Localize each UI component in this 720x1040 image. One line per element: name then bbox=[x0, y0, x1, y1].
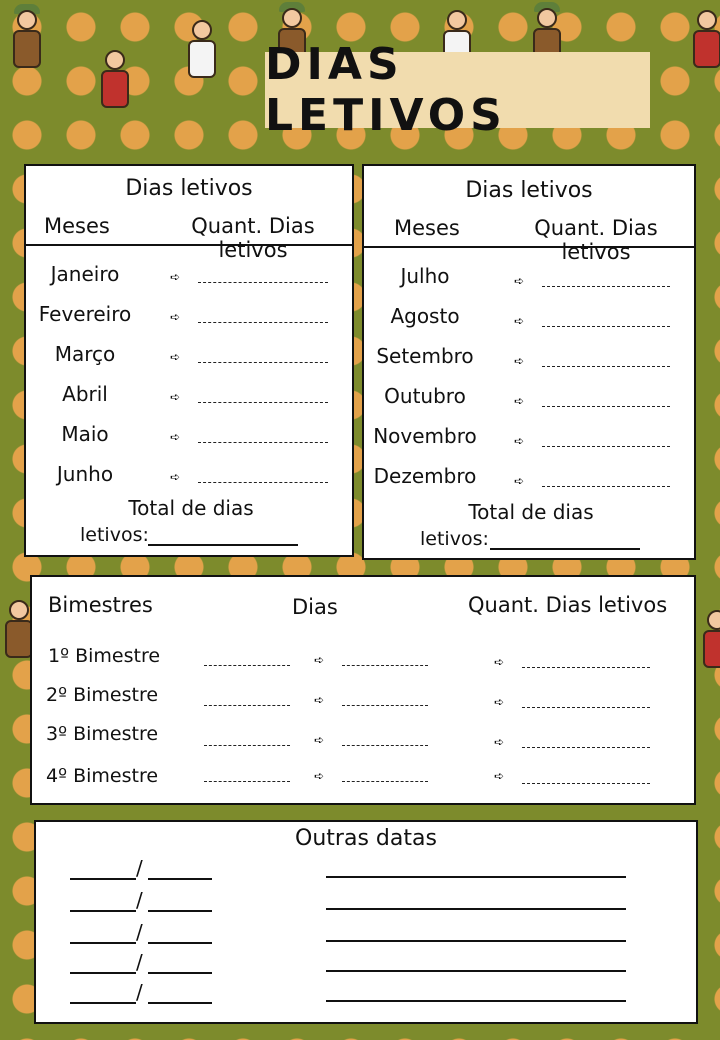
cartoon-character-decoration bbox=[185, 20, 219, 80]
arrow-icon: ➪ bbox=[494, 769, 505, 783]
blank-field[interactable] bbox=[198, 282, 328, 283]
blank-field[interactable] bbox=[542, 366, 670, 367]
blank-field[interactable] bbox=[198, 362, 328, 363]
date-slash: / bbox=[136, 980, 143, 1004]
blank-field[interactable] bbox=[198, 322, 328, 323]
count-field[interactable] bbox=[522, 747, 650, 748]
header-divider bbox=[26, 244, 352, 246]
date-field[interactable] bbox=[148, 878, 212, 880]
start-date-field[interactable] bbox=[204, 781, 290, 782]
date-field[interactable] bbox=[70, 878, 136, 880]
date-field[interactable] bbox=[70, 910, 136, 912]
days-column-header: Quant. Dias letivos bbox=[191, 214, 315, 262]
bimesters-panel bbox=[30, 575, 696, 805]
arrow-icon: ➪ bbox=[314, 693, 325, 707]
total-label-2: letivos: bbox=[80, 524, 149, 546]
arrow-icon: ➪ bbox=[170, 350, 181, 364]
page-title: DIAS LETIVOS bbox=[265, 39, 507, 141]
month-label: Fevereiro bbox=[38, 302, 132, 326]
second-semester-panel bbox=[362, 164, 696, 560]
start-date-field[interactable] bbox=[204, 705, 290, 706]
arrow-icon: ➪ bbox=[170, 390, 181, 404]
date-field[interactable] bbox=[148, 942, 212, 944]
blank-field[interactable] bbox=[198, 482, 328, 483]
first-semester-panel bbox=[24, 164, 354, 557]
blank-field[interactable] bbox=[198, 402, 328, 403]
description-field[interactable] bbox=[326, 970, 626, 972]
arrow-icon: ➪ bbox=[514, 394, 525, 408]
arrow-icon: ➪ bbox=[514, 474, 525, 488]
bimesters-column-header: Bimestres bbox=[48, 593, 153, 617]
other-dates-panel bbox=[34, 820, 698, 1024]
end-date-field[interactable] bbox=[342, 745, 428, 746]
count-column-header: Quant. Dias letivos bbox=[468, 593, 668, 617]
end-date-field[interactable] bbox=[342, 665, 428, 666]
date-field[interactable] bbox=[70, 942, 136, 944]
description-field[interactable] bbox=[326, 876, 626, 878]
blank-field[interactable] bbox=[542, 446, 670, 447]
bimester-label: 2º Bimestre bbox=[46, 684, 159, 706]
total-field[interactable] bbox=[148, 544, 298, 546]
month-label: Junho bbox=[56, 462, 114, 486]
arrow-icon: ➪ bbox=[494, 655, 505, 669]
date-field[interactable] bbox=[148, 910, 212, 912]
date-slash: / bbox=[136, 920, 143, 944]
arrow-icon: ➪ bbox=[514, 314, 525, 328]
page-title-banner bbox=[265, 39, 650, 141]
description-field[interactable] bbox=[326, 908, 626, 910]
month-label: Outubro bbox=[384, 384, 466, 408]
arrow-icon: ➪ bbox=[314, 769, 325, 783]
arrow-icon: ➪ bbox=[494, 735, 505, 749]
arrow-icon: ➪ bbox=[314, 733, 325, 747]
date-slash: / bbox=[136, 856, 143, 880]
bimester-label: 4º Bimestre bbox=[46, 765, 159, 787]
total-field[interactable] bbox=[490, 548, 640, 550]
description-field[interactable] bbox=[326, 1000, 626, 1002]
days-column-header: Dias bbox=[292, 595, 338, 619]
month-label: Abril bbox=[62, 382, 108, 406]
arrow-icon: ➪ bbox=[514, 354, 525, 368]
arrow-icon: ➪ bbox=[514, 434, 525, 448]
description-field[interactable] bbox=[326, 940, 626, 942]
arrow-icon: ➪ bbox=[170, 310, 181, 324]
cartoon-character-decoration bbox=[690, 10, 720, 70]
count-field[interactable] bbox=[522, 783, 650, 784]
month-label: Janeiro bbox=[50, 262, 120, 286]
month-label: Maio bbox=[61, 422, 109, 446]
cartoon-character-decoration bbox=[98, 50, 132, 110]
date-field[interactable] bbox=[70, 972, 136, 974]
month-label: Julho bbox=[400, 264, 450, 288]
date-field[interactable] bbox=[148, 972, 212, 974]
arrow-icon: ➪ bbox=[170, 470, 181, 484]
blank-field[interactable] bbox=[542, 286, 670, 287]
days-column-header: Quant. Dias letivos bbox=[534, 216, 658, 264]
total-label-2: letivos: bbox=[420, 528, 489, 550]
blank-field[interactable] bbox=[542, 486, 670, 487]
month-label: Março bbox=[54, 342, 116, 366]
panel-heading: Dias letivos bbox=[125, 176, 253, 201]
arrow-icon: ➪ bbox=[170, 270, 181, 284]
arrow-icon: ➪ bbox=[494, 695, 505, 709]
months-column-header: Meses bbox=[44, 214, 110, 238]
end-date-field[interactable] bbox=[342, 781, 428, 782]
date-field[interactable] bbox=[148, 1002, 212, 1004]
bimester-label: 3º Bimestre bbox=[46, 723, 159, 745]
count-field[interactable] bbox=[522, 667, 650, 668]
start-date-field[interactable] bbox=[204, 665, 290, 666]
blank-field[interactable] bbox=[542, 326, 670, 327]
bimester-label: 1º Bimestre bbox=[48, 645, 161, 667]
month-label: Setembro bbox=[376, 344, 474, 368]
blank-field[interactable] bbox=[198, 442, 328, 443]
date-slash: / bbox=[136, 950, 143, 974]
date-field[interactable] bbox=[70, 1002, 136, 1004]
panel-heading: Dias letivos bbox=[465, 178, 593, 203]
header-divider bbox=[364, 246, 694, 248]
cartoon-character-decoration bbox=[700, 610, 720, 670]
month-label: Novembro bbox=[373, 424, 477, 448]
date-slash: / bbox=[136, 888, 143, 912]
arrow-icon: ➪ bbox=[314, 653, 325, 667]
month-label: Agosto bbox=[390, 304, 460, 328]
month-label: Dezembro bbox=[373, 464, 477, 488]
arrow-icon: ➪ bbox=[170, 430, 181, 444]
blank-field[interactable] bbox=[542, 406, 670, 407]
end-date-field[interactable] bbox=[342, 705, 428, 706]
panel-heading: Outras datas bbox=[295, 826, 437, 851]
total-label: Total de dias bbox=[468, 500, 594, 524]
arrow-icon: ➪ bbox=[514, 274, 525, 288]
count-field[interactable] bbox=[522, 707, 650, 708]
total-label: Total de dias bbox=[128, 496, 254, 520]
start-date-field[interactable] bbox=[204, 745, 290, 746]
cartoon-character-decoration bbox=[10, 10, 44, 70]
months-column-header: Meses bbox=[394, 216, 460, 240]
